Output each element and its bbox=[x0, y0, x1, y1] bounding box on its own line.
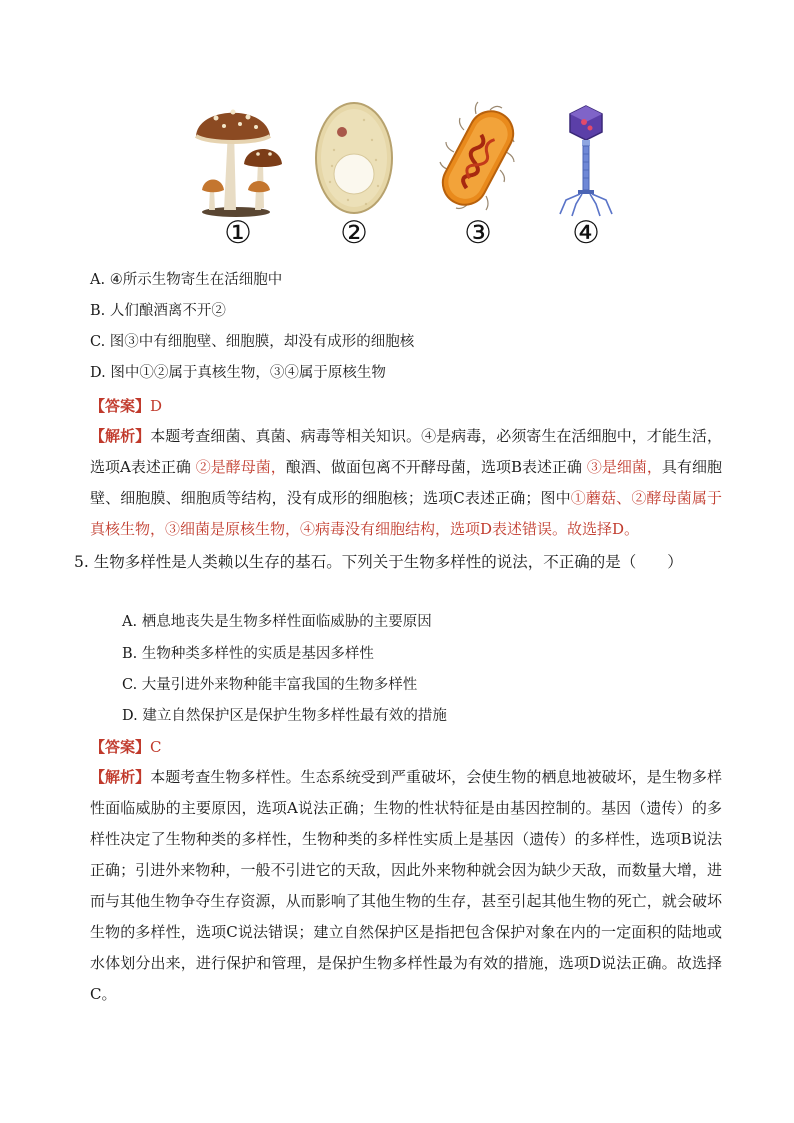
figure-4 bbox=[536, 100, 636, 255]
figure-4-label: ④ bbox=[572, 215, 600, 251]
figure-3-label: ③ bbox=[464, 215, 492, 251]
mushroom-icon bbox=[188, 100, 288, 218]
figure-1 bbox=[188, 100, 288, 255]
q5-analysis bbox=[90, 762, 722, 1010]
q5-answer-tag: 【答案】 bbox=[90, 738, 151, 756]
q5-option-b: B. 生物种类多样性的实质是基因多样性 bbox=[122, 646, 374, 662]
q4-analysis-part-1: 本题考查细菌、真菌、病毒等相关知识。④是病毒，必须寄生在活细胞中，才能生活，选项A表述正确 bbox=[90, 427, 722, 476]
q4-analysis-tag: 【解析】 bbox=[90, 427, 151, 445]
q4-analysis-part-2: ②是酵母菌， bbox=[195, 458, 286, 476]
q5-analysis-text: 本题考查生物多样性。生态系统受到严重破坏，会使生物的栖息地被破坏，是生物多样性面临威胁的主要原因，选项A说法正确；生物的性状特征是由基因控制的。基因（遗传）的多样性决定了生物种类的多样性，生物种类的多样性实质上是基因（遗传）的多样性，选项B说法正确；引进外来物种，一般不引进它的天敌，因此外来物种就会因为缺少天敌，而数量大增，进而与其他生物争夺生存资源，从而影响了其他生物的生存，甚至引起其他生物的死亡，就会破坏生物的多样性，选项C说法错误；建立自然保护区是指把包含保护对象在内的一定面积的陆地或水体划分出来，进行保护和管理，是保护生物多样性最为有效的措施，选项D说法正确。故选择C。 bbox=[90, 768, 722, 1003]
q5-answer-value: C bbox=[150, 738, 162, 756]
q4-analysis-part-6: ①蘑菇、②酵母菌属于真核生物，③细菌是原核生物，④病毒没有细胞结构，选项D表述错误。故选择D。 bbox=[90, 489, 722, 538]
figure-2-label: ② bbox=[340, 215, 368, 251]
q5-stem: 5. 生物多样性是人类赖以生存的基石。下列关于生物多样性的说法，不正确的是（ ） bbox=[74, 553, 683, 571]
q5-option-a: A. 栖息地丧失是生物多样性面临威胁的主要原因 bbox=[122, 614, 432, 630]
q4-answer-tag: 【答案】 bbox=[90, 397, 151, 415]
figure-3 bbox=[428, 100, 528, 255]
q4-analysis bbox=[90, 421, 722, 545]
figure-1-label: ① bbox=[224, 215, 252, 251]
yeast-cell-icon bbox=[304, 100, 404, 218]
q4-analysis-part-5: 具有细胞壁、细胞膜、细胞质等结构，没有成形的细胞核；选项C表述正确；图中 bbox=[90, 458, 722, 507]
q4-option-b: B. 人们酿酒离不开② bbox=[90, 303, 226, 319]
q4-option-d: D. 图中①②属于真核生物，③④属于原核生物 bbox=[90, 365, 386, 381]
q5-option-d: D. 建立自然保护区是保护生物多样性最有效的措施 bbox=[122, 708, 447, 724]
q5-analysis-tag: 【解析】 bbox=[90, 768, 151, 786]
q4-analysis-part-4: ③是细菌， bbox=[586, 458, 662, 476]
q4-analysis-part-3: 酿酒、做面包离不开酵母菌，选项B表述正确 bbox=[285, 458, 587, 476]
q5-option-c: C. 大量引进外来物种能丰富我国的生物多样性 bbox=[122, 677, 418, 693]
figure-2 bbox=[304, 100, 404, 255]
bacteriophage-icon bbox=[536, 100, 636, 218]
q4-option-a: A. ④所示生物寄生在活细胞中 bbox=[90, 272, 283, 288]
q4-answer-value: D bbox=[150, 397, 163, 415]
q5-answer bbox=[90, 737, 162, 757]
figure-row bbox=[188, 100, 618, 255]
bacterium-icon bbox=[428, 100, 528, 218]
q4-option-c: C. 图③中有细胞壁、细胞膜，却没有成形的细胞核 bbox=[90, 334, 415, 350]
q4-answer bbox=[90, 396, 162, 416]
